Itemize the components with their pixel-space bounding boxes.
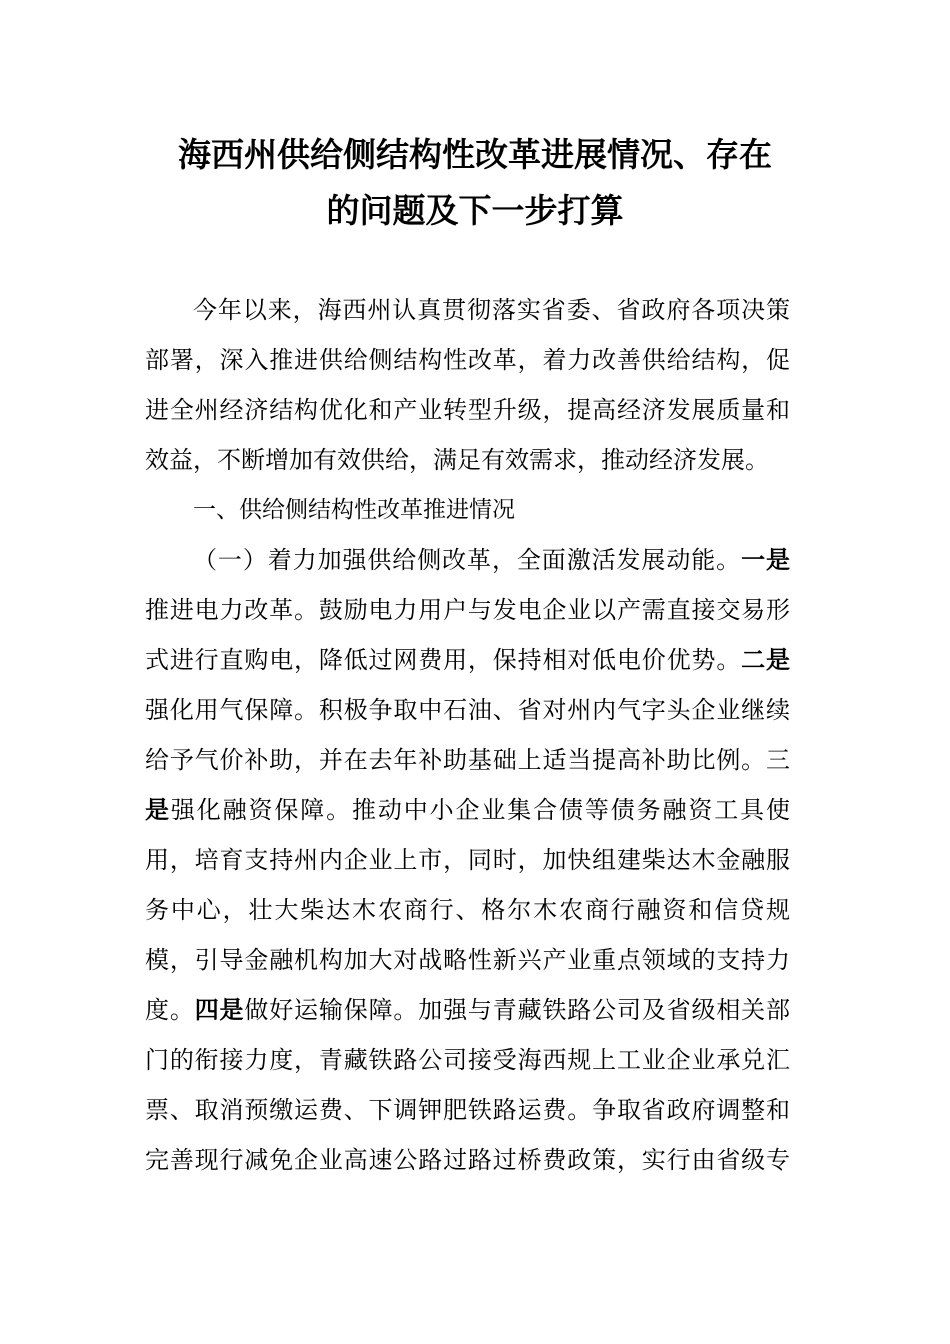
section-heading: 一、供给侧结构性改革推进情况 xyxy=(193,497,515,523)
p1-line-3-text: 式进行直购电，降低过网费用，保持相对低电价优势。 xyxy=(145,646,742,674)
p1-line-7: 用，培育支持州内企业上市，同时，加快组建柴达木金融服 xyxy=(145,846,790,874)
p1-line-1-bold: 一是 xyxy=(741,546,791,574)
p1-line-8: 务中心，壮大柴达木农商行、格尔木农商行融资和信贷规 xyxy=(145,896,790,924)
p1-line-2: 推进电力改革。鼓励电力用户与发电企业以产需直接交易形 xyxy=(145,596,790,624)
p1-line-10-text-b: 做好运输保障。加强与青藏铁路公司及省级相关部 xyxy=(244,996,791,1024)
p1-line-4: 强化用气保障。积极争取中石油、省对州内气字头企业继续 xyxy=(145,696,790,724)
p1-line-12: 票、取消预缴运费、下调钾肥铁路运费。争取省政府调整和 xyxy=(145,1096,790,1124)
p1-line-6-bold: 是 xyxy=(145,796,171,824)
p1-line-9: 模，引导金融机构加大对战略性新兴产业重点领域的支持力 xyxy=(145,946,790,974)
title-line-2: 的问题及下一步打算 xyxy=(326,191,624,230)
p1-line-1-text: （一）着力加强供给侧改革，全面激活发展动能。 xyxy=(193,546,742,574)
p1-line-10 xyxy=(145,995,790,1025)
p1-line-10-text-a: 度。 xyxy=(145,996,195,1024)
p1-line-11: 门的衔接力度，青藏铁路公司接受海西规上工业企业承兑汇 xyxy=(145,1046,790,1074)
p1-line-1 xyxy=(193,545,790,575)
p1-line-6-text: 强化融资保障。推动中小企业集合债等债务融资工具使 xyxy=(170,796,790,824)
p1-line-10-bold: 四是 xyxy=(194,996,245,1024)
title-line-1: 海西州供给侧结构性改革进展情况、存在 xyxy=(178,135,772,174)
p1-line-3-bold: 二是 xyxy=(741,646,791,674)
intro-line-4: 效益，不断增加有效供给，满足有效需求，推动经济发展。 xyxy=(145,446,769,474)
p1-line-6 xyxy=(145,795,790,825)
intro-line-3: 进全州经济结构优化和产业转型升级，提高经济发展质量和 xyxy=(145,396,790,424)
intro-line-1: 今年以来，海西州认真贯彻落实省委、省政府各项决策 xyxy=(193,296,790,324)
p1-line-5: 给予气价补助，并在去年补助基础上适当提高补助比例。三 xyxy=(145,746,790,774)
document-title xyxy=(130,127,820,239)
intro-line-2: 部署，深入推进供给侧结构性改革，着力改善供给结构，促 xyxy=(145,346,790,374)
p1-line-3 xyxy=(145,645,790,675)
p1-line-13: 完善现行减免企业高速公路过路过桥费政策，实行由省级专 xyxy=(145,1146,790,1174)
